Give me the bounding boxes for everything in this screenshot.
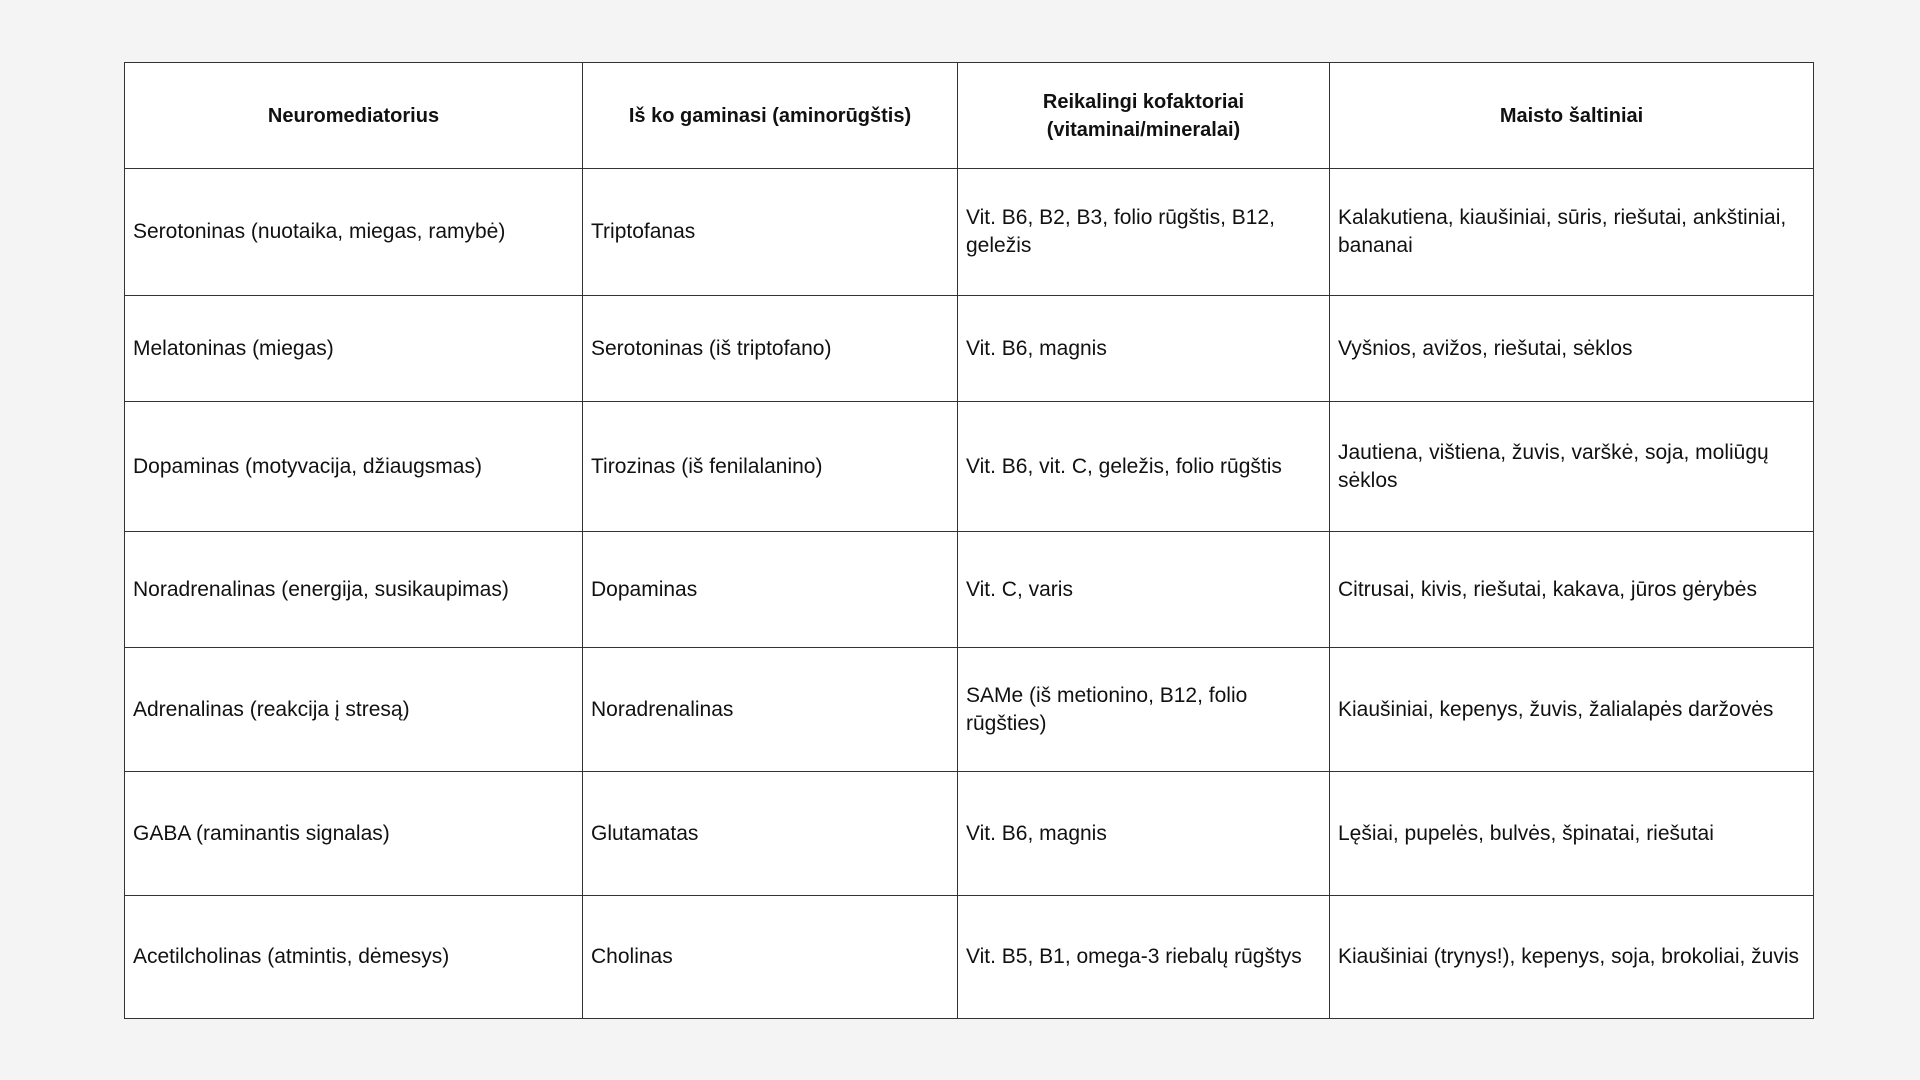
cell-food-sources: Citrusai, kivis, riešutai, kakava, jūros gėrybės	[1330, 532, 1814, 648]
neurotransmitter-table	[124, 62, 1814, 1019]
table-header-row	[125, 63, 1814, 169]
cell-cofactors: Vit. B6, B2, B3, folio rūgštis, B12, geležis	[958, 169, 1330, 296]
cell-cofactors: SAMe (iš metionino, B12, folio rūgšties)	[958, 648, 1330, 772]
cell-amino-acid: Cholinas	[583, 896, 958, 1019]
cell-amino-acid: Triptofanas	[583, 169, 958, 296]
header-neurotransmitter: Neuromediatorius	[125, 63, 583, 169]
cell-neurotransmitter: GABA (raminantis signalas)	[125, 772, 583, 896]
header-amino-acid: Iš ko gaminasi (aminorūgštis)	[583, 63, 958, 169]
cell-amino-acid: Dopaminas	[583, 532, 958, 648]
cell-food-sources: Kalakutiena, kiaušiniai, sūris, riešutai, ankštiniai, bananai	[1330, 169, 1814, 296]
header-cofactors: Reikalingi kofaktoriai (vitaminai/mineralai)	[958, 63, 1330, 169]
cell-food-sources: Kiaušiniai, kepenys, žuvis, žalialapės daržovės	[1330, 648, 1814, 772]
cell-food-sources: Vyšnios, avižos, riešutai, sėklos	[1330, 296, 1814, 402]
cell-neurotransmitter: Acetilcholinas (atmintis, dėmesys)	[125, 896, 583, 1019]
table-row	[125, 169, 1814, 296]
cell-amino-acid: Serotoninas (iš triptofano)	[583, 296, 958, 402]
table-row	[125, 296, 1814, 402]
header-food-sources: Maisto šaltiniai	[1330, 63, 1814, 169]
cell-cofactors: Vit. B5, B1, omega-3 riebalų rūgštys	[958, 896, 1330, 1019]
cell-neurotransmitter: Melatoninas (miegas)	[125, 296, 583, 402]
cell-neurotransmitter: Serotoninas (nuotaika, miegas, ramybė)	[125, 169, 583, 296]
cell-amino-acid: Glutamatas	[583, 772, 958, 896]
cell-neurotransmitter: Adrenalinas (reakcija į stresą)	[125, 648, 583, 772]
table-row	[125, 772, 1814, 896]
table-row	[125, 896, 1814, 1019]
table-row	[125, 648, 1814, 772]
cell-food-sources: Lęšiai, pupelės, bulvės, špinatai, riešutai	[1330, 772, 1814, 896]
cell-cofactors: Vit. B6, magnis	[958, 296, 1330, 402]
cell-cofactors: Vit. C, varis	[958, 532, 1330, 648]
cell-amino-acid: Tirozinas (iš fenilalanino)	[583, 402, 958, 532]
cell-cofactors: Vit. B6, magnis	[958, 772, 1330, 896]
cell-neurotransmitter: Noradrenalinas (energija, susikaupimas)	[125, 532, 583, 648]
cell-cofactors: Vit. B6, vit. C, geležis, folio rūgštis	[958, 402, 1330, 532]
neurotransmitter-table-container	[124, 62, 1813, 1018]
cell-amino-acid: Noradrenalinas	[583, 648, 958, 772]
cell-food-sources: Jautiena, vištiena, žuvis, varškė, soja, moliūgų sėklos	[1330, 402, 1814, 532]
table-row	[125, 402, 1814, 532]
cell-food-sources: Kiaušiniai (trynys!), kepenys, soja, brokoliai, žuvis	[1330, 896, 1814, 1019]
table-row	[125, 532, 1814, 648]
cell-neurotransmitter: Dopaminas (motyvacija, džiaugsmas)	[125, 402, 583, 532]
